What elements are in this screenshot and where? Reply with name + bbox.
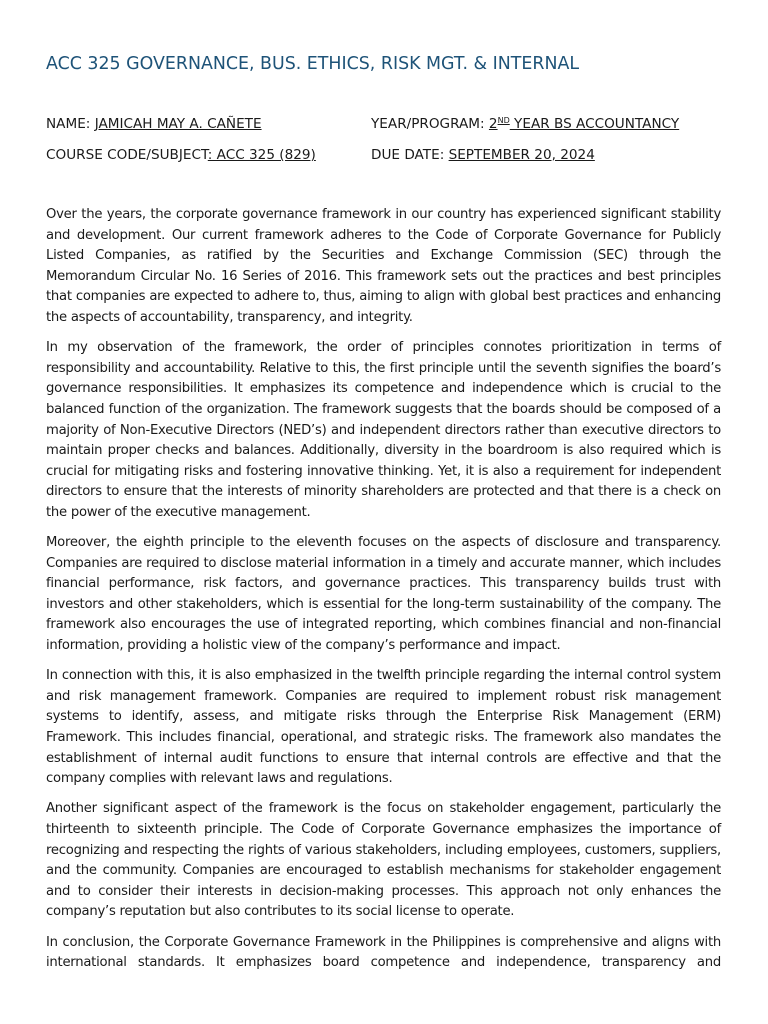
essay-paragraph-3: Moreover, the eighth principle to the eleventh focuses on the aspects of disclosure and transparency. Companies are required to disclose material information in a timely and accurate manner, which includes financial performance, risk factors, and governance practices. This transparency builds trust with investors and other stakeholders, which is essential for the long-term sustainability of the company. The framework also encourages the use of integrated reporting, which combines financial and non-financial information, providing a holistic view of the company’s performance and impact. — [46, 535, 721, 654]
due-date-value: SEPTEMBER 20, 2024 — [448, 147, 595, 163]
year-number: 2 — [488, 116, 498, 132]
essay-paragraph-6: In conclusion, the Corporate Governance Framework in the Philippines is comprehensive and aligns with international standards. It emphasizes board competence and independence, transparency and — [46, 934, 721, 971]
course-line — [46, 147, 316, 163]
essay-paragraph-1: Over the years, the corporate governance framework in our country has experienced significant stability and development. Our current framework adheres to the Code of Corporate Governance for Publicly Listed Companies, as ratified by the Securities and Exchange Commission (SEC) through the Memorandum Circular No. 16 Series of 2016. This framework sets out the practices and best principles that companies are expected to adhere to, thus, aiming to align with global best practices and enhancing the aspects of accountability, transparency, and integrity. — [46, 207, 721, 325]
essay-paragraph-4: In connection with this, it is also emphasized in the twelfth principle regarding the internal control system and risk management framework. Companies are required to implement robust risk management systems to identify, assess, and mitigate risks through the Enterprise Risk Management (ERM) Framework. This includes financial, operational, and strategic risks. The framework also mandates the establishment of internal audit functions to ensure that internal controls are effective and that the company complies with relevant laws and regulations. — [46, 668, 721, 787]
document-title: ACC 325 GOVERNANCE, BUS. ETHICS, RISK MGT. & INTERNAL — [46, 54, 580, 74]
year-program-line — [371, 116, 679, 132]
year-program-label: YEAR/PROGRAM: — [371, 116, 489, 132]
year-ordinal-suffix: ND — [497, 116, 510, 125]
year-program-value: YEAR BS ACCOUNTANCY — [509, 116, 680, 132]
essay-paragraph-2: In my observation of the framework, the order of principles connotes prioritization in terms of responsibility and accountability. Relative to this, the first principle until the seventh signifies the board’s governance responsibilities. It emphasizes its competence and independence which is crucial to the balanced function of the organization. The framework suggests that the boards should be composed of a majority of Non-Executive Directors (NED’s) and independent directors rather than executive directors to maintain proper checks and balances. Additionally, diversity in the boardroom is also required which is crucial for mitigating risks and fostering innovative thinking. Yet, it is also a requirement for independent directors to ensure that the interests of minority shareholders are protected and that there is a check on the power of the executive management. — [46, 340, 721, 520]
course-value: : ACC 325 (829) — [207, 147, 316, 163]
name-label: NAME: — [46, 116, 95, 132]
essay-paragraph-5: Another significant aspect of the framework is the focus on stakeholder engagement, particularly the thirteenth to sixteenth principle. The Code of Corporate Governance emphasizes the importance of recognizing and respecting the rights of various stakeholders, including employees, customers, suppliers, and the community. Companies are encouraged to establish mechanisms for stakeholder engagement and to consider their interests in decision-making processes. This approach not only enhances the company’s reputation but also contributes to its social license to operate. — [46, 801, 721, 920]
name-line — [46, 116, 262, 132]
essay-body — [46, 205, 721, 983]
name-value: JAMICAH MAY A. CAÑETE — [94, 116, 262, 132]
due-date-line — [371, 147, 595, 163]
course-label: COURSE CODE/SUBJECT — [46, 147, 208, 163]
due-date-label: DUE DATE: — [371, 147, 449, 163]
